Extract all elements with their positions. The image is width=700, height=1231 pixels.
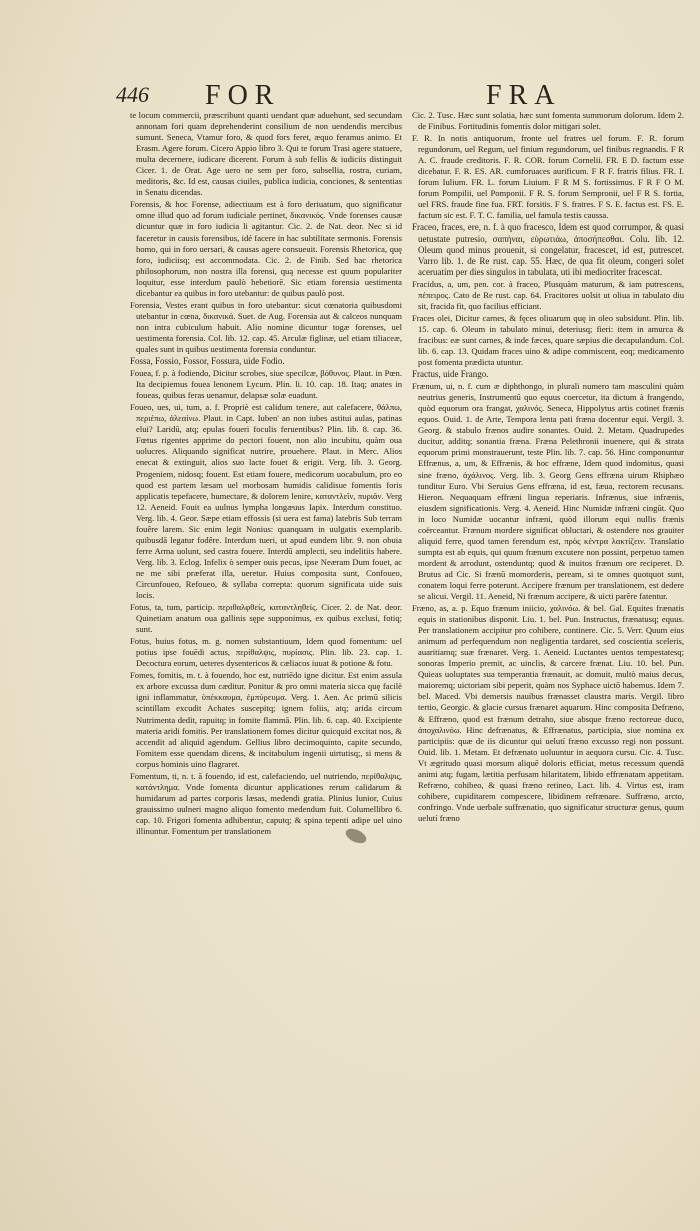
- entry-fraenum: Frænum, ui, n. f. cum æ diphthongo, in plurali numero tam masculini quàm neutrius generis, Instrumentū quo equus coercetur, ita dictum à frangendo, quòd equorum ora frangat, χαλινός. Seneca, Hippolytus artis cotinet frænis equos. Ouid. 1. de Arte, Tempora lenta pati fræna docentur equi. Vergil. 3. Georg. & stabulo frænos audire sonantes. Ouid. 2. Metam. Quadrupedes ducitur, additq; sonantia fræna. Fræna Pelethronii inuenere, qui & strata equorum primi monstrauerunt, teste Plin. lib. 7. cap. 56. Hinc componuntur Effrænus, a, um, & Effrænis, & hoc effræne, Idem quod indomitus, quasi sine fræno, ἀχάλινος. Verg. lib. 3. Georg Gens effræna uirum Rhiphæo tunditur Euro. Vbi Seruius Gens effræna, id est, fæua, rectorem recusans. Hieron. Nequaquam effræni lingua reperiaris. Infrænus, siue infrænis, eiusdem significationis. Verg. 4. Aeneid. Hinc Numidæ infræni cingūt. Quo in loco Numidæ uocantur infræni, quòd illorum equi nullis frænis coërceantur. Frænum mordere significat obluctari, & ostendere nos grauiter aliquid ferre, quod tamen ferendum est, πρὸς κέντρα λακτίζειν. Translatio sumpta est ab equis, qui quum frænum excutere non possint, perpetuo tamen mordent & arrodunt, ostenduntq; quod & inuitos frænum ore reciperet. D. Brutus ad Cic. Si frænū momorderis, peream, si te omnes quotquot sunt, conatem loqui ferre poterunt. Accipere frænum per translationem, est dedere se alicui. Vergil. 11. Aeneid, Ni frænum accipere, & uicti parēre fatentur.: [412, 381, 684, 602]
- entry-fraceo: Fraceo, fraces, ere, n. f. à quo fracesco, Idem est quod corrumpor, & quasi uetustate putresio, σαπήναι, εὐρωτιάω, ἀποσήπεσθαι. Colu. lib. 12. Oleum quod minus prouenit, si congelatur, fracescet, id est, putrescet. Varro lib. 1. de Re rust. cap. 55. Hæc, de qua fit oleum, congeri solet aceruatim per dies singulos in tabulata, uti ibi mediocriter fracescat.: [412, 222, 684, 277]
- entry-fomentum: Fomentum, ti, n. t. ā fouendo, id est, calefaciendo, uel nutriendo, περίθαλψις, κατάντλημα. Vnde fomenta dicuntur applicationes rerum calidarum & humidarum ad partes corporis læsas, medendi gratia. Plinius Iunior, Cuius grauissimo uulneri magno aliquo fomento medendum fuit. Columellibro 6. cap. 10. Frigori fomenta adhibentur, caputq; & spina tepenti adipe uel uino illinuntur. Fomentum per translationem: [130, 770, 402, 836]
- page-number: 446: [116, 82, 149, 107]
- entry-fractus: Fractus, uide Frango.: [412, 369, 489, 380]
- running-head-right: FRA: [486, 80, 562, 111]
- left-column: [130, 110, 402, 1223]
- entry-fraces: Fraces olei, Dicitur carnes, & fęces oliuarum quę in oleo subsidunt. Plin. lib. 15. cap. 6. Oleum in tabulato minui, deteriusq; fieri: item in amurca & fracibus: eæ sunt carnes, & inde fæces, quare sæpius die decapulandum. Col. lib. 6. cap. 13. Quidam fraces uino & adipe commiscent, eoq; medicamento post fomenta prædicta utuntur.: [412, 312, 684, 368]
- entry-forum-continued: te locum commercii, præscribunt quanti uendant quæ aduehunt, sed secundam annonam fori quam deprehenderint consilium de non uendendis mercibus sumunt. Seneca, Vtamur foro, & quod fors feret, æquo feramus animo. Et Erasm. Agere forum. Cicero Appio libro 3. Qui te forum Trasi agere statuere, multa decernere, iudicare dicerent. Forum à sub fellis & iudiciis distinguit Cicer. 1. de Orat. Age uero ne sem per foro, subsellia, rostra, curiam, meditoris, &c. Id est, causas ciuiles, publica iudicia, conciones, & sententias in Senatu dicendas.: [130, 110, 402, 198]
- entry-fomes: Fomes, fomitis, m. t. à fouendo, hoc est, nutriēdo igne dicitur. Est enim assula ex arbore excussa dum cæditur. Ponitur & pro omni materia sicca quę facilè igni inflammatur, ὑπέκκαυμα, ἐμπύρευμα. Verg. 1. Aen. Ac primū silicis scintillam excudit Achates suscepitq; ignem foliis, atq; arida circum Nutrimenta dedit, rapuitq; in fomite flammā. Plin. lib. 6. cap. 40. Excipiente materia aridi fomitis. Per translationem fomes dicitur quicquid excitat nos, & accendit ad aliquid agendum. Gellius libro decimoquinto, capite secundo, Fomitem esse quendam dicens, & incitabulum ingenii uirtutisq;, si mens & corpus hominis uino flagraret.: [130, 670, 402, 769]
- entry-forensia: Forensia, Vestes erant quibus in foro utebantur: sicut cœnatoria quibusdomi utebantur in cœna, δικανικά. Suet. de Aug. Forensia aut & calceos nunquam non intra cubiculum habuit. Alio nomine dicuntur togæ forenses, uel uestimenta forensia. Col. lib. 12. cap. 45. Arculæ figlinæ, uel etiam tiliaceæ, quales sunt in quibus uestimenta forensia conduntur.: [130, 299, 402, 354]
- right-column: [412, 110, 684, 1223]
- entry-fracidus: Fracidus, a, um, pen. cor. à fraceo, Plusquàm maturum, & iam putrescens, πέπειρος. Cato de Re rust. cap. 64. Fracitores uolsit ut oliua in tabulato diu sit, fracida fit, quo facilius efficiant.: [412, 278, 684, 311]
- entry-fotus-noun: Fotus, huius fotus, m. g. nomen substantiuum, Idem quod fomentum: uel potius ipse fouēdi actus, περίθαλψις, πυρίασις. Plin. lib. 23. cap. 1. Decoctura eorum, ueteres dysentericos & cæliacos iuuat & potione & fotu.: [130, 636, 402, 669]
- running-head-left: FOR: [205, 80, 281, 111]
- entry-fomentum-continued: Cic. 2. Tusc. Hæc sunt solatia, hæc sunt fomenta summorum dolorum. Idem 2. de Finibus. Fortitudinis fomentis dolor mitigari solet.: [412, 110, 684, 132]
- entry-forensis: Forensis, & hoc Forense, adiectiuum est à foro deriuatum, quo significatur omne illud quo ad forum iudiciale pertinet, δικανικός. Vnde forenses causæ dicuntur quæ in foro iudicia li agitantur. Cic. 2. de Nat. deor. Nec si id faceretur in causis forensibus, idé facere in hac subtilitate sermonis. Forensis homo, qui in foro uersari, & causas agere consueuit. Forensis Rhetorica, quę foro, iudiciisq; est accommodata. Cic. 2. de Finib. Sed hac rhetorica philosophorum, non nostra illa forensi, quą necesse est quum populariter loquitur, esse interdum paulò hebetiorē. Sic etiam forensia uestimenta dicebantur ea quibus in foro utebantur: de quibus paulò post.: [130, 199, 402, 298]
- entry-fouea: Fouea, f. p. à fodiendo, Dicitur scrobes, siue specilcæ, βόθυνος. Plaut. in Pœn. Ita decipiemus fouea lenonem Lycum. Plin. li. 10. cap. 18. Itaq; anates in foueas, quibus feras uenamur, delapsæ solæ euadunt.: [130, 368, 402, 401]
- entry-fossa: Fossa, Fossio, Fossor, Fossura, uide Fodio.: [130, 356, 285, 367]
- text-columns: [130, 110, 684, 1223]
- entry-foueo: Foueo, ues, ui, tum, a. f. Propriè est calidum tenere, aut calefacere, θάλπω, περιέπω, ἀλεαίνω. Plaut. in Capt. Iuben' an non iubes astitui aulas, patinas elui? Laridū, atq; epulas foueri foculis feruentibus? Plin. lib. 8. cap. 36. Fœtus rigentes apprime do pectori fouent, non alio incubitu, quàm oua uolucres. Aliquando significat nutrire, prouehere. Plaut. in Merc. Alios enecat & extinguit, alios suo lacte fouet & erigit. Verg. lib. 3. Georg. Progeniem, nidosq; fouent. Est etiam fouere, medicorum uocabulum, pro eo quod est partem læsam uel morbosam humidis calidisue fomentis foris applicatis tepefacere, humectare, & dolorem lenire, καταντλεῖν, πυριᾶν. Verg 12. Aeneid. Fouit ea uulnus lympha longæuus Iapix. Interdum constituo. Verg. lib. 4. Geor. Sæpe etiam effossis (si uera est fama) latebris Sub terram fouêre larem. Sic enim legit Nonius: quanquam in uulgatis exemplarib. quibusdā legatur fodêre. Interdum tueri, ut apud eundem libr. 9. non obuia ferre Arma uolunt, sed castra fouere. Interdū amplecti, seu indelitiis habere. Verg. lib. 3. Eclog. Infelix ò semper ouis pecus, ipse Neæram Dum fouet, ac ne me sibi præferat illa, ueretur. Huius composita sunt, Confoueo, Circunfoueo, Refoueo, & syllaba correpta: quorum significata uide suis locis.: [130, 402, 402, 601]
- entry-fraeno: Fræno, as, a. p. Equo frænum iniicio, χαλινόω. & bel. Gal. Equites frænatis equis in stationibus disponit. Liu. 1. bel. Pun. Instructus, frænatusq; equus. Per translationem accipitur pro cohibere, continere. Cic. 5. Verr. Quum eius animum ad perfequendum non negligentia tardaret, sed coscientia sceleris, auaritiamq; suæ frænaret. Verg. 1. Aeneid. Luctantes uentos tempestatesq; sonoras Imperio premit, ac uinclis, & carcere frænat. Liu. 10. bel. Pun. Quieas uoluptates sua temperantia frænauit, ac domuit, multò maius decus, maioremq; uictoriam sibi peperit, quàm nos Syphace uictō habemus. Idem 7. bel. Maced. Vbi demersis nauibus frænasset claustra maris. Vergil. libro tertio, Georgic. & glacie cursus frænaret aquarum. Hinc composita Defræno, & Effræno, quod est frænum detraho, siue absque fræno rectoreue duco, ἀποχαλινόω. Hinc defrænatus, & Effrænatus, participia, siue nomina ex participiis: quæ de iis dicuntur qui uelutí fræno excusso regi non possunt. Ouid. lib. 1. Metam. Et defrænato uoluuntur in aequora cursu. Cic. 4. Tusc. Vt ægritudo quasi morsum aliquē doloris efficiat, metus recessum quendā animi atq; fugam, lætitia perfusam hilaritatem, libido effrænatam appetitam. Refræno, cohibeo, & quasi fræno retineo, Lact. lib. 4. Virtus est, iram cohibere, cupiditarem compescere, libidinem refrænare. Suffræno, arcto, confringo. Vnde uerbale suffrænatio, quo significatur structuræ genus, quum uelutí fræno: [412, 603, 684, 823]
- entry-fr-abbreviations: F. R. In notis antiquorum, fronte uel fratres uel forum. F. R. forum regundorum, uel Regum, uel finium regundorum, uel finibus regnandis. F R A. C. fraude creditoris. F. R. COR. forum Cornelii. FR. E D. factum esse dicebatur. F. R. ES. AR. cumforuaces aurificum. F R F. fratris filius. FR. I. forum Iulium. FR. L. forum Liuium. F R M S. fortissimus. F R F O M. forum Pompilii, uel Pomponii. F R. S. forum Sempronii, uel F R S. fortia, uel FRS. fraude fine fua. FRT. forsitis. F S. fratres. F S. E. factus est. FS. E. factum sic est. F. T. C. familia, uel famula testis caussa.: [412, 133, 684, 221]
- entry-fotus-participle: Fotus, ta, tum, particip. περιθαλφθείς, καταντληθείς. Cicer. 2. de Nat. deor. Quinetiam anatum oua gallinis sępe supponimus, ex quibus exclusi, fotiq; sunt.: [130, 602, 402, 635]
